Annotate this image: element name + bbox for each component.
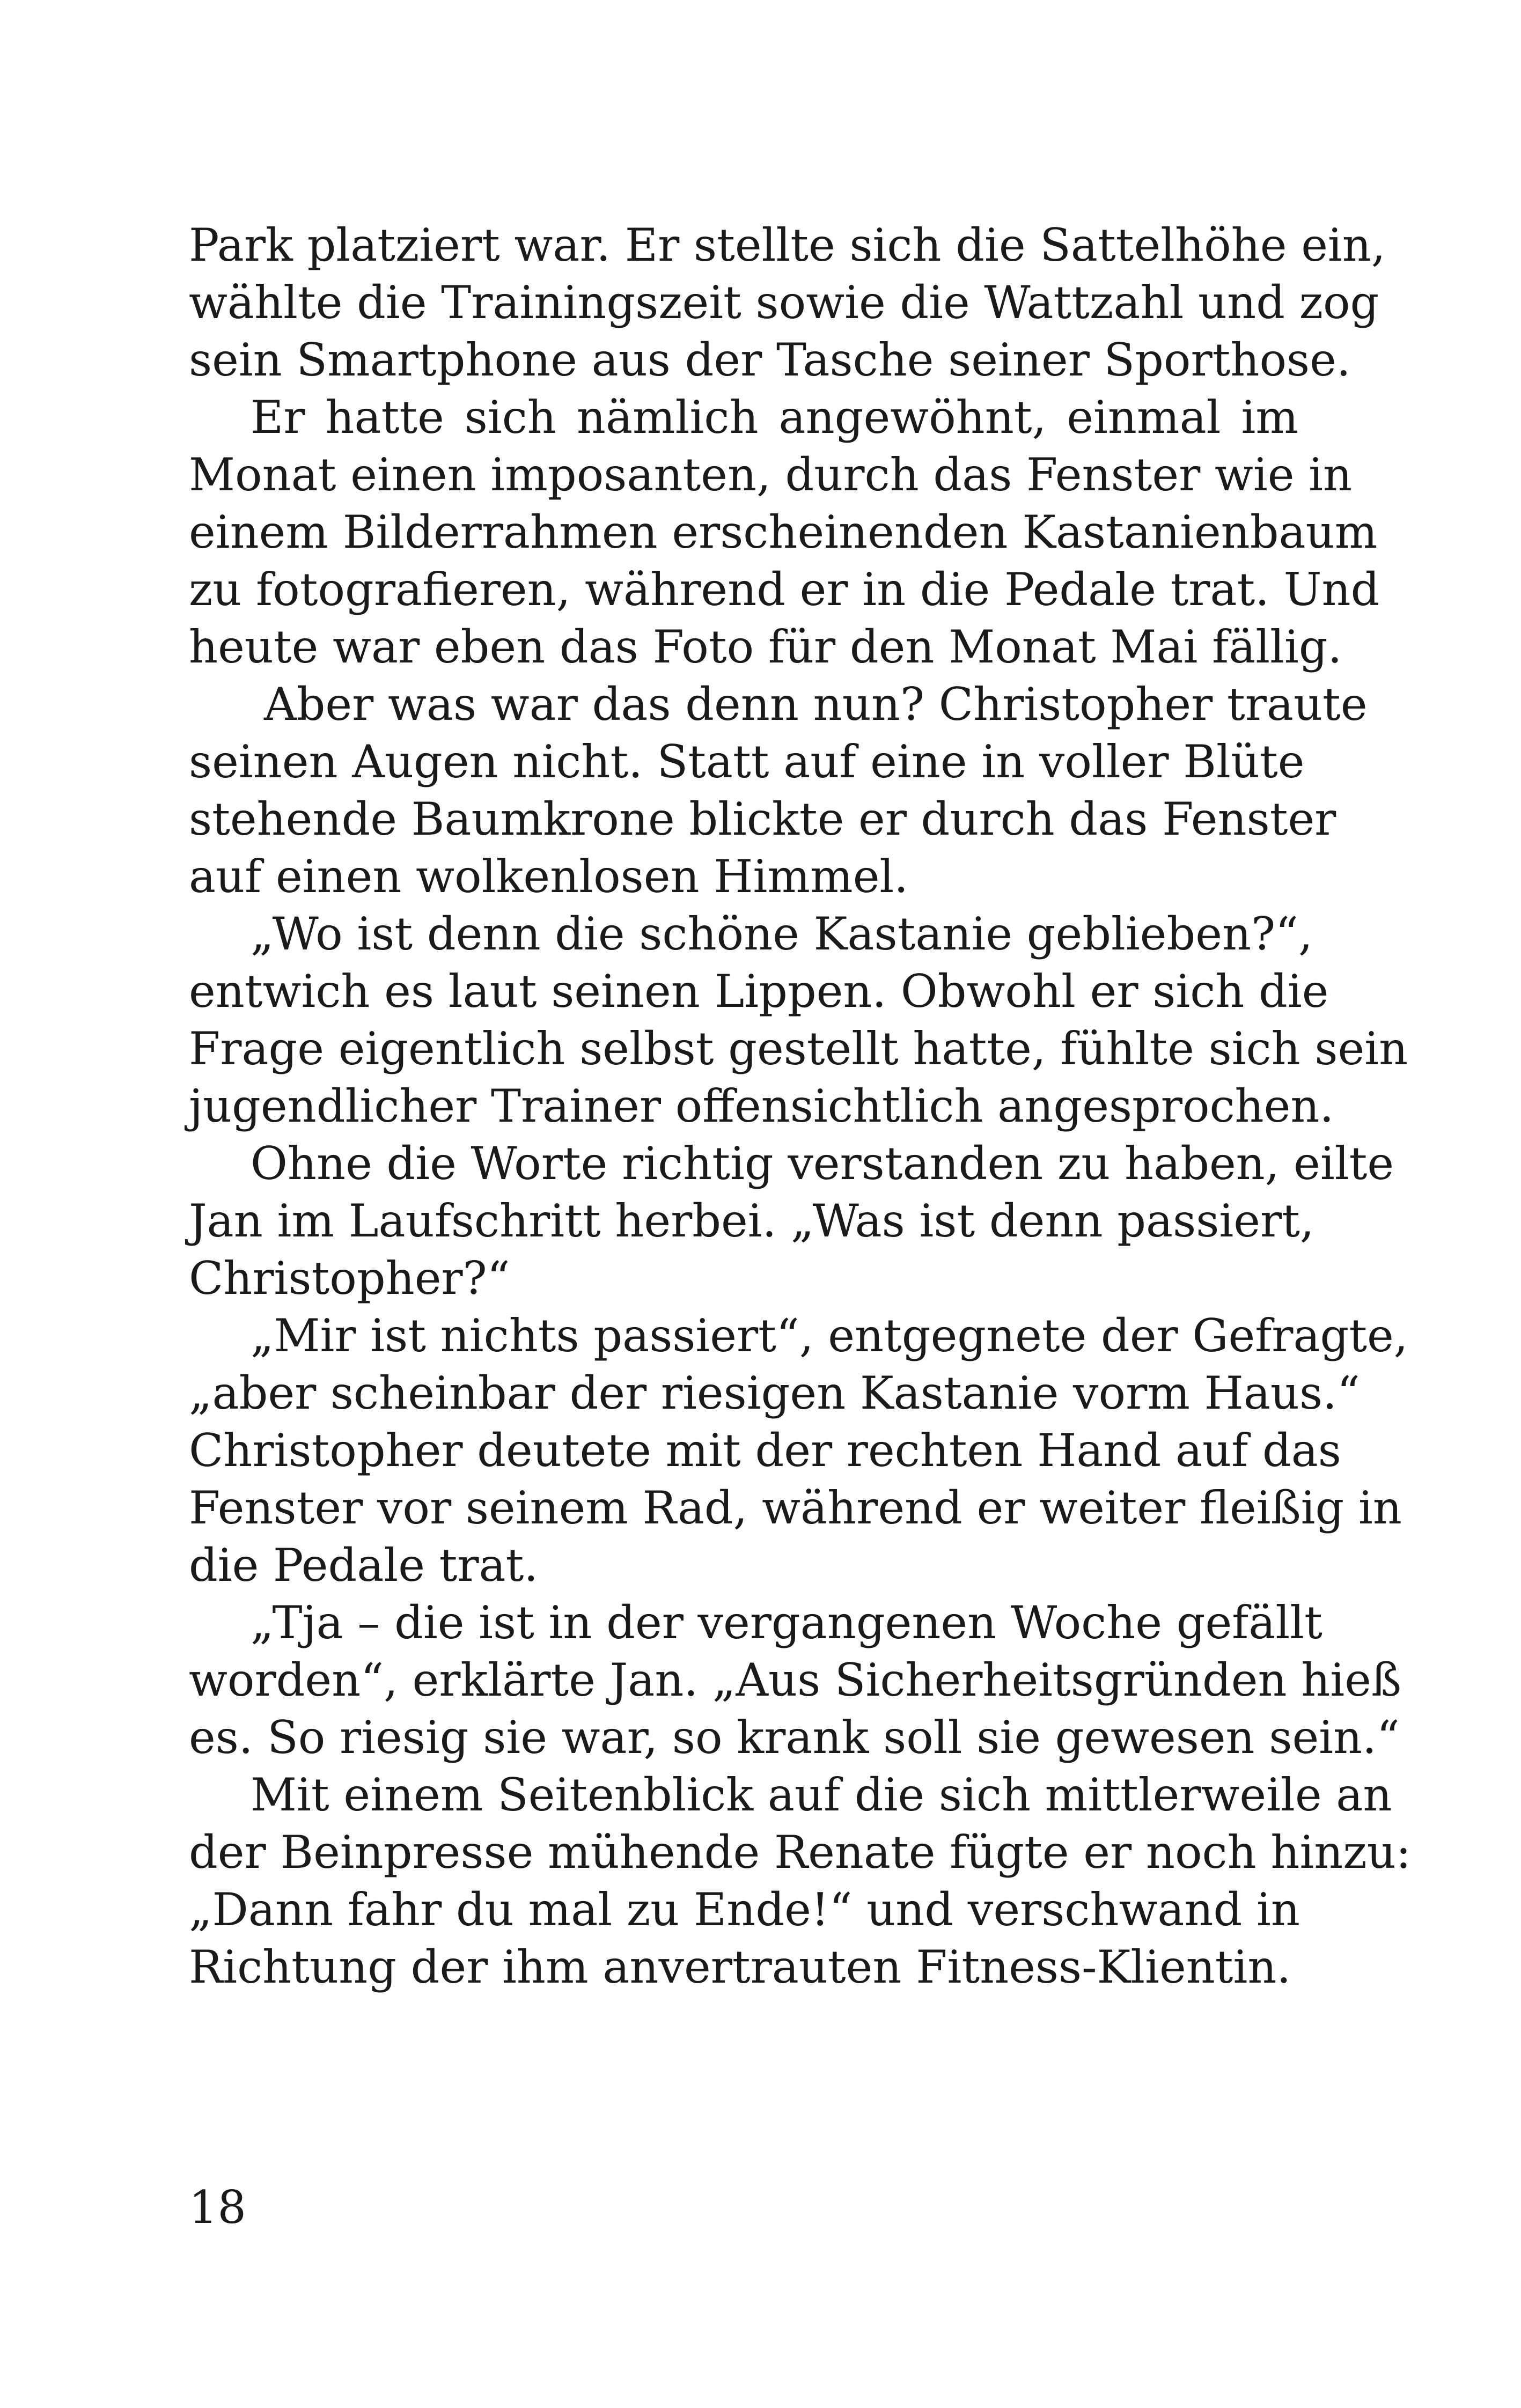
text-line: Christopher deutete mit der rechten Hand auf das — [189, 1424, 1341, 1477]
text-line: heute war eben das Foto für den Monat Mai fällig. — [189, 621, 1342, 673]
text-line: „Tja – die ist in der vergangenen Woche gefällt — [251, 1596, 1322, 1649]
text-line: „Dann fahr du mal zu Ende!“ und verschwand in — [189, 1883, 1300, 1936]
text-line: Jan im Laufschritt herbei. „Was ist denn passiert, — [189, 1195, 1314, 1247]
text-line: der Beinpresse mühende Renate fügte er noch hinzu: — [189, 1826, 1412, 1879]
text-line: die Pedale trat. — [189, 1539, 539, 1592]
text-line: seinen Augen nicht. Statt auf eine in voller Blüte — [189, 735, 1305, 788]
text-line: einem Bilderrahmen erscheinenden Kastanienbaum — [189, 506, 1378, 558]
text-line: auf einen wolkenlosen Himmel. — [189, 850, 908, 903]
text-line: stehende Baumkrone blickte er durch das Fenster — [189, 793, 1336, 845]
text-line: Er hatte sich nämlich angewöhnt, einmal im — [251, 391, 1298, 444]
text-line: „Wo ist denn die schöne Kastanie geblieben?“, — [251, 908, 1313, 960]
text-line: Richtung der ihm anvertrauten Fitness-Klientin. — [189, 1941, 1291, 1993]
text-line: Park platziert war. Er stellte sich die Sattelhöhe ein, — [189, 219, 1386, 271]
text-line: Fenster vor seinem Rad, während er weiter fleißig in — [189, 1482, 1402, 1534]
text-line: Christopher?“ — [189, 1252, 510, 1305]
text-line: es. So riesig sie war, so krank soll sie gewesen sein.“ — [189, 1711, 1400, 1764]
text-line: sein Smartphone aus der Tasche seiner Sporthose. — [189, 334, 1351, 386]
text-line: Aber was war das denn nun? Christopher traute — [264, 678, 1368, 731]
text-line: „Mir ist nichts passiert“, entgegnete der Gefragte, — [251, 1309, 1408, 1362]
text-line: jugendlicher Trainer offensichtlich angesprochen. — [189, 1080, 1334, 1132]
text-line: wählte die Trainingszeit sowie die Wattzahl und zog — [189, 276, 1379, 329]
body-text — [189, 217, 1412, 1996]
text-line: „aber scheinbar der riesigen Kastanie vorm Haus.“ — [189, 1367, 1360, 1419]
text-line: Mit einem Seitenblick auf die sich mittlerweile an — [251, 1769, 1392, 1821]
text-line: Monat einen imposanten, durch das Fenster wie in — [189, 448, 1353, 501]
text-line: zu fotografieren, während er in die Pedale trat. Und — [189, 563, 1380, 616]
page-number: 18 — [189, 2181, 246, 2234]
text-line: Ohne die Worte richtig verstanden zu haben, eilte — [251, 1137, 1394, 1190]
text-line: worden“, erklärte Jan. „Aus Sicherheitsgründen hieß — [189, 1654, 1402, 1706]
text-line: entwich es laut seinen Lippen. Obwohl er sich die — [189, 965, 1329, 1018]
text-line: Frage eigentlich selbst gestellt hatte, fühlte sich sein — [189, 1022, 1408, 1075]
